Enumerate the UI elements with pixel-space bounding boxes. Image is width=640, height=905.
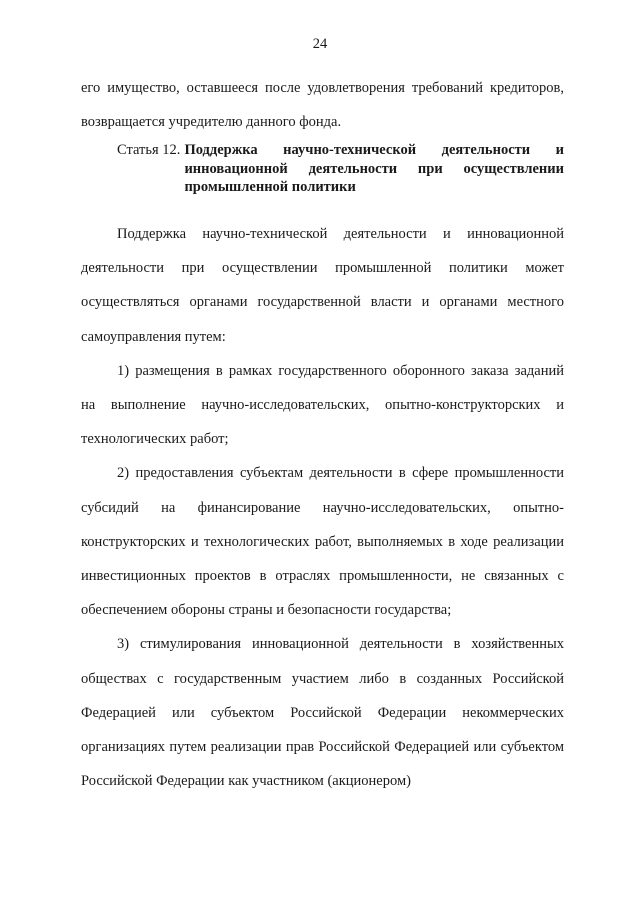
article-heading — [81, 141, 564, 197]
list-item-2: 2) предоставления субъектам деятельности в сфере промышленности субсидий на финансирование научно-исследовательских, опытно-конструкторских и технологических работ, выполняемых в ходе реализации инвестиционных проектов в отраслях промышленности, не связанных с обеспечением обороны страны и безопасности государства; — [81, 465, 564, 619]
list-item-1: 1) размещения в рамках государственного оборонного заказа заданий на выполнение научно-исследовательских, опытно-конструкторских и технологических работ; — [81, 362, 564, 448]
continuation-paragraph: его имущество, оставшееся после удовлетворения требований кредиторов, возвращается учредителю данного фонда. — [81, 80, 564, 131]
intro-paragraph: Поддержка научно-технической деятельности и инновационной деятельности при осуществлении промышленной политики может осуществляться органами государственной власти и органами местного самоуправления путем: — [81, 225, 564, 345]
page-number: 24 — [312, 36, 328, 52]
article-label: Статья 12. — [117, 142, 181, 159]
article-title: Поддержка научно-технической деятельности и инновационной деятельности при осуществлении промышленной политики — [184, 142, 564, 196]
list-item-3: 3) стимулирования инновационной деятельности в хозяйственных обществах с государственным участием либо в созданных Российской Федерацией или субъектом Российской Федерации некоммерческих организациях путем реализации прав Российской Федерацией или субъектом Российской Федерации как участником (акционером) — [81, 636, 564, 790]
document-body — [81, 71, 564, 798]
